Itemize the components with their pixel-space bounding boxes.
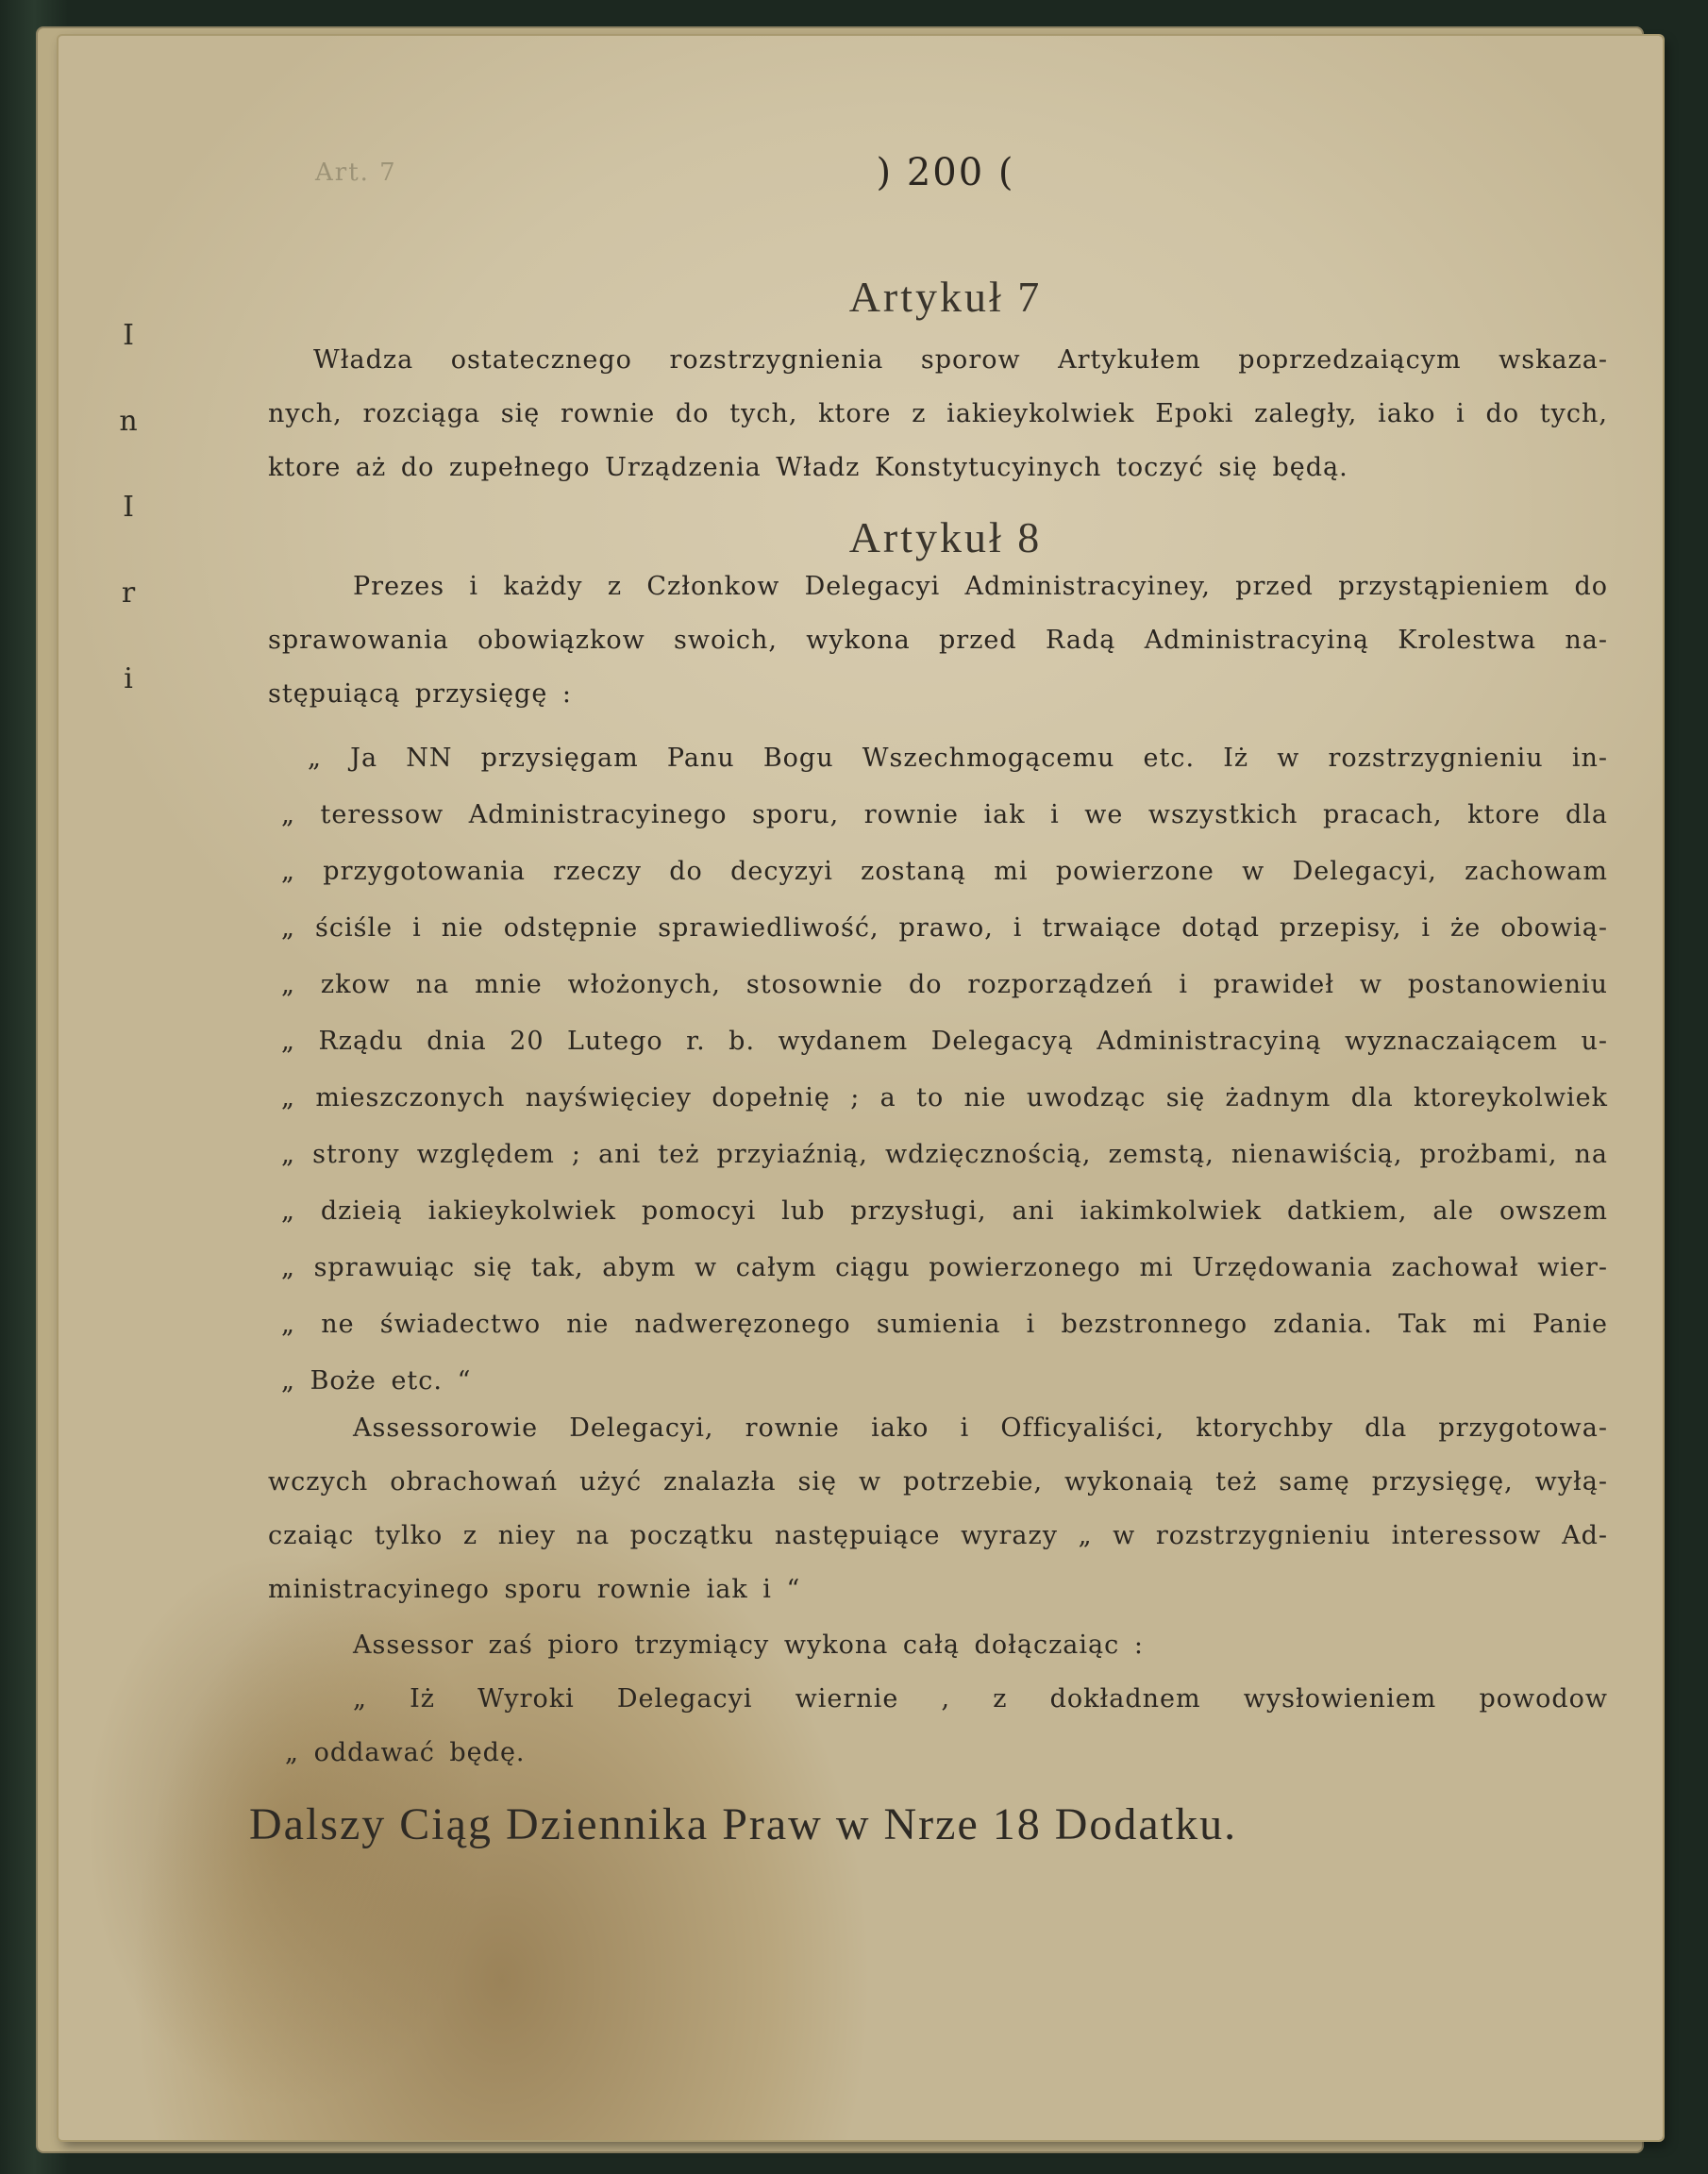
article-7-text [268,347,1608,509]
page-content [211,74,1680,2140]
margin-mark: I [123,319,134,352]
page-number: ) 200 ( [876,151,1015,194]
text-line: sprawowania obowiązkow swoich, wykona przed Radą Administracyiną Krolestwa na- [268,626,1608,655]
oath-line: „ mieszczonych nayświęciey dopełnię ; a to nie uwodząc się żadnym dla ktoreykolwiek [281,1083,1608,1112]
oath-line: „ sprawuiąc się tak, abym w całym ciągu powierzonego mi Urzędowania zachował wier- [281,1253,1608,1282]
text-line: nych, rozciąga się rownie do tych, ktore z iakieykolwiek Epoki zaległy, iako i do tych, [268,399,1608,428]
text-line: „ Iż Wyroki Delegacyi wiernie , z dokładnem wysłowieniem powodow [353,1684,1608,1714]
assessor-oath-paragraph [268,1632,1608,1794]
article-8-heading: Artykuł 8 [848,513,1043,561]
text-line: czaiąc tylko z niey na początku następuiące wyrazy „ w rozstrzygnieniu interessow Ad- [268,1521,1608,1550]
faint-stamp-text: Art. 7 [315,159,397,187]
oath-line: „ przygotowania rzeczy do decyzyi zostaną mi powierzone w Delegacyi, zachowam [281,857,1608,886]
oath-line: „ ne świadectwo nie nadweręzonego sumienia i bezstronnego zdania. Tak mi Panie [281,1310,1608,1339]
oath-line: „ Rządu dnia 20 Lutego r. b. wydanem Delegacyą Administracyiną wyznaczaiącem u- [281,1027,1608,1056]
text-line: Assessor zaś pioro trzymiący wykona całą dołączaiąc : [353,1630,1144,1660]
margin-mark: I [123,491,134,524]
oath-line: „ Boże etc. “ [281,1366,472,1396]
continuation-note: Dalszy Ciąg Dziennika Praw w Nrze 18 Dodatku. [249,1799,1238,1849]
assessors-paragraph [268,1415,1608,1630]
oath-line: „ ściśle i nie odstępnie sprawiedliwość, prawo, i trwaiące dotąd przepisy, i że obowią- [281,913,1608,943]
oath-line: „ teressow Administracyinego sporu, rownie iak i we wszystkich pracach, ktore dla [281,800,1608,829]
article-7-heading: Artykuł 7 [848,273,1043,321]
oath-line: „ zkow na mnie włożonych, stosownie do rozporządzeń i prawideł w postanowieniu [281,970,1608,999]
margin-mark: i [124,662,133,695]
margin-mark: r [121,577,136,610]
oath-line: „ Ja NN przysięgam Panu Bogu Wszechmogącemu etc. Iż w rozstrzygnieniu in- [308,744,1608,773]
text-line: wczych obrachowań użyć znalazła się w potrzebie, wykonaią też samę przysięgę, wyłą- [268,1467,1608,1497]
text-line: ministracyinego sporu rownie iak i “ [268,1575,801,1604]
text-line: „ oddawać będę. [285,1738,526,1767]
text-line: Assessorowie Delegacyi, rownie iako i Officyaliści, ktorychby dla przygotowa- [353,1413,1608,1443]
article-8-intro [268,574,1608,735]
oath-line: „ strony względem ; ani też przyiaźnią, wdzięcznością, zemstą, nienawiścią, prożbami, na [281,1140,1608,1169]
oath-line: „ dziеią iakieykolwiek pomocyi lub przysługi, ani iakimkolwiek datkiem, ale owszem [281,1196,1608,1226]
text-line: Prezes i każdy z Członkow Delegacyi Administracyiney, przed przystąpieniem do [353,572,1608,601]
margin-mark: n [119,405,138,438]
text-line: ktore aż do zupełnego Urządzenia Władz Konstytucyinych toczyć się będą. [268,453,1348,482]
document-page [59,36,1663,2140]
text-line: Władza ostatecznego rozstrzygnienia sporow Artykułem poprzedzaiącym wskaza- [313,345,1608,375]
left-margin-marks [117,319,140,695]
oath-text [281,745,1608,1425]
text-line: stępuiącą przysięgę : [268,679,572,709]
